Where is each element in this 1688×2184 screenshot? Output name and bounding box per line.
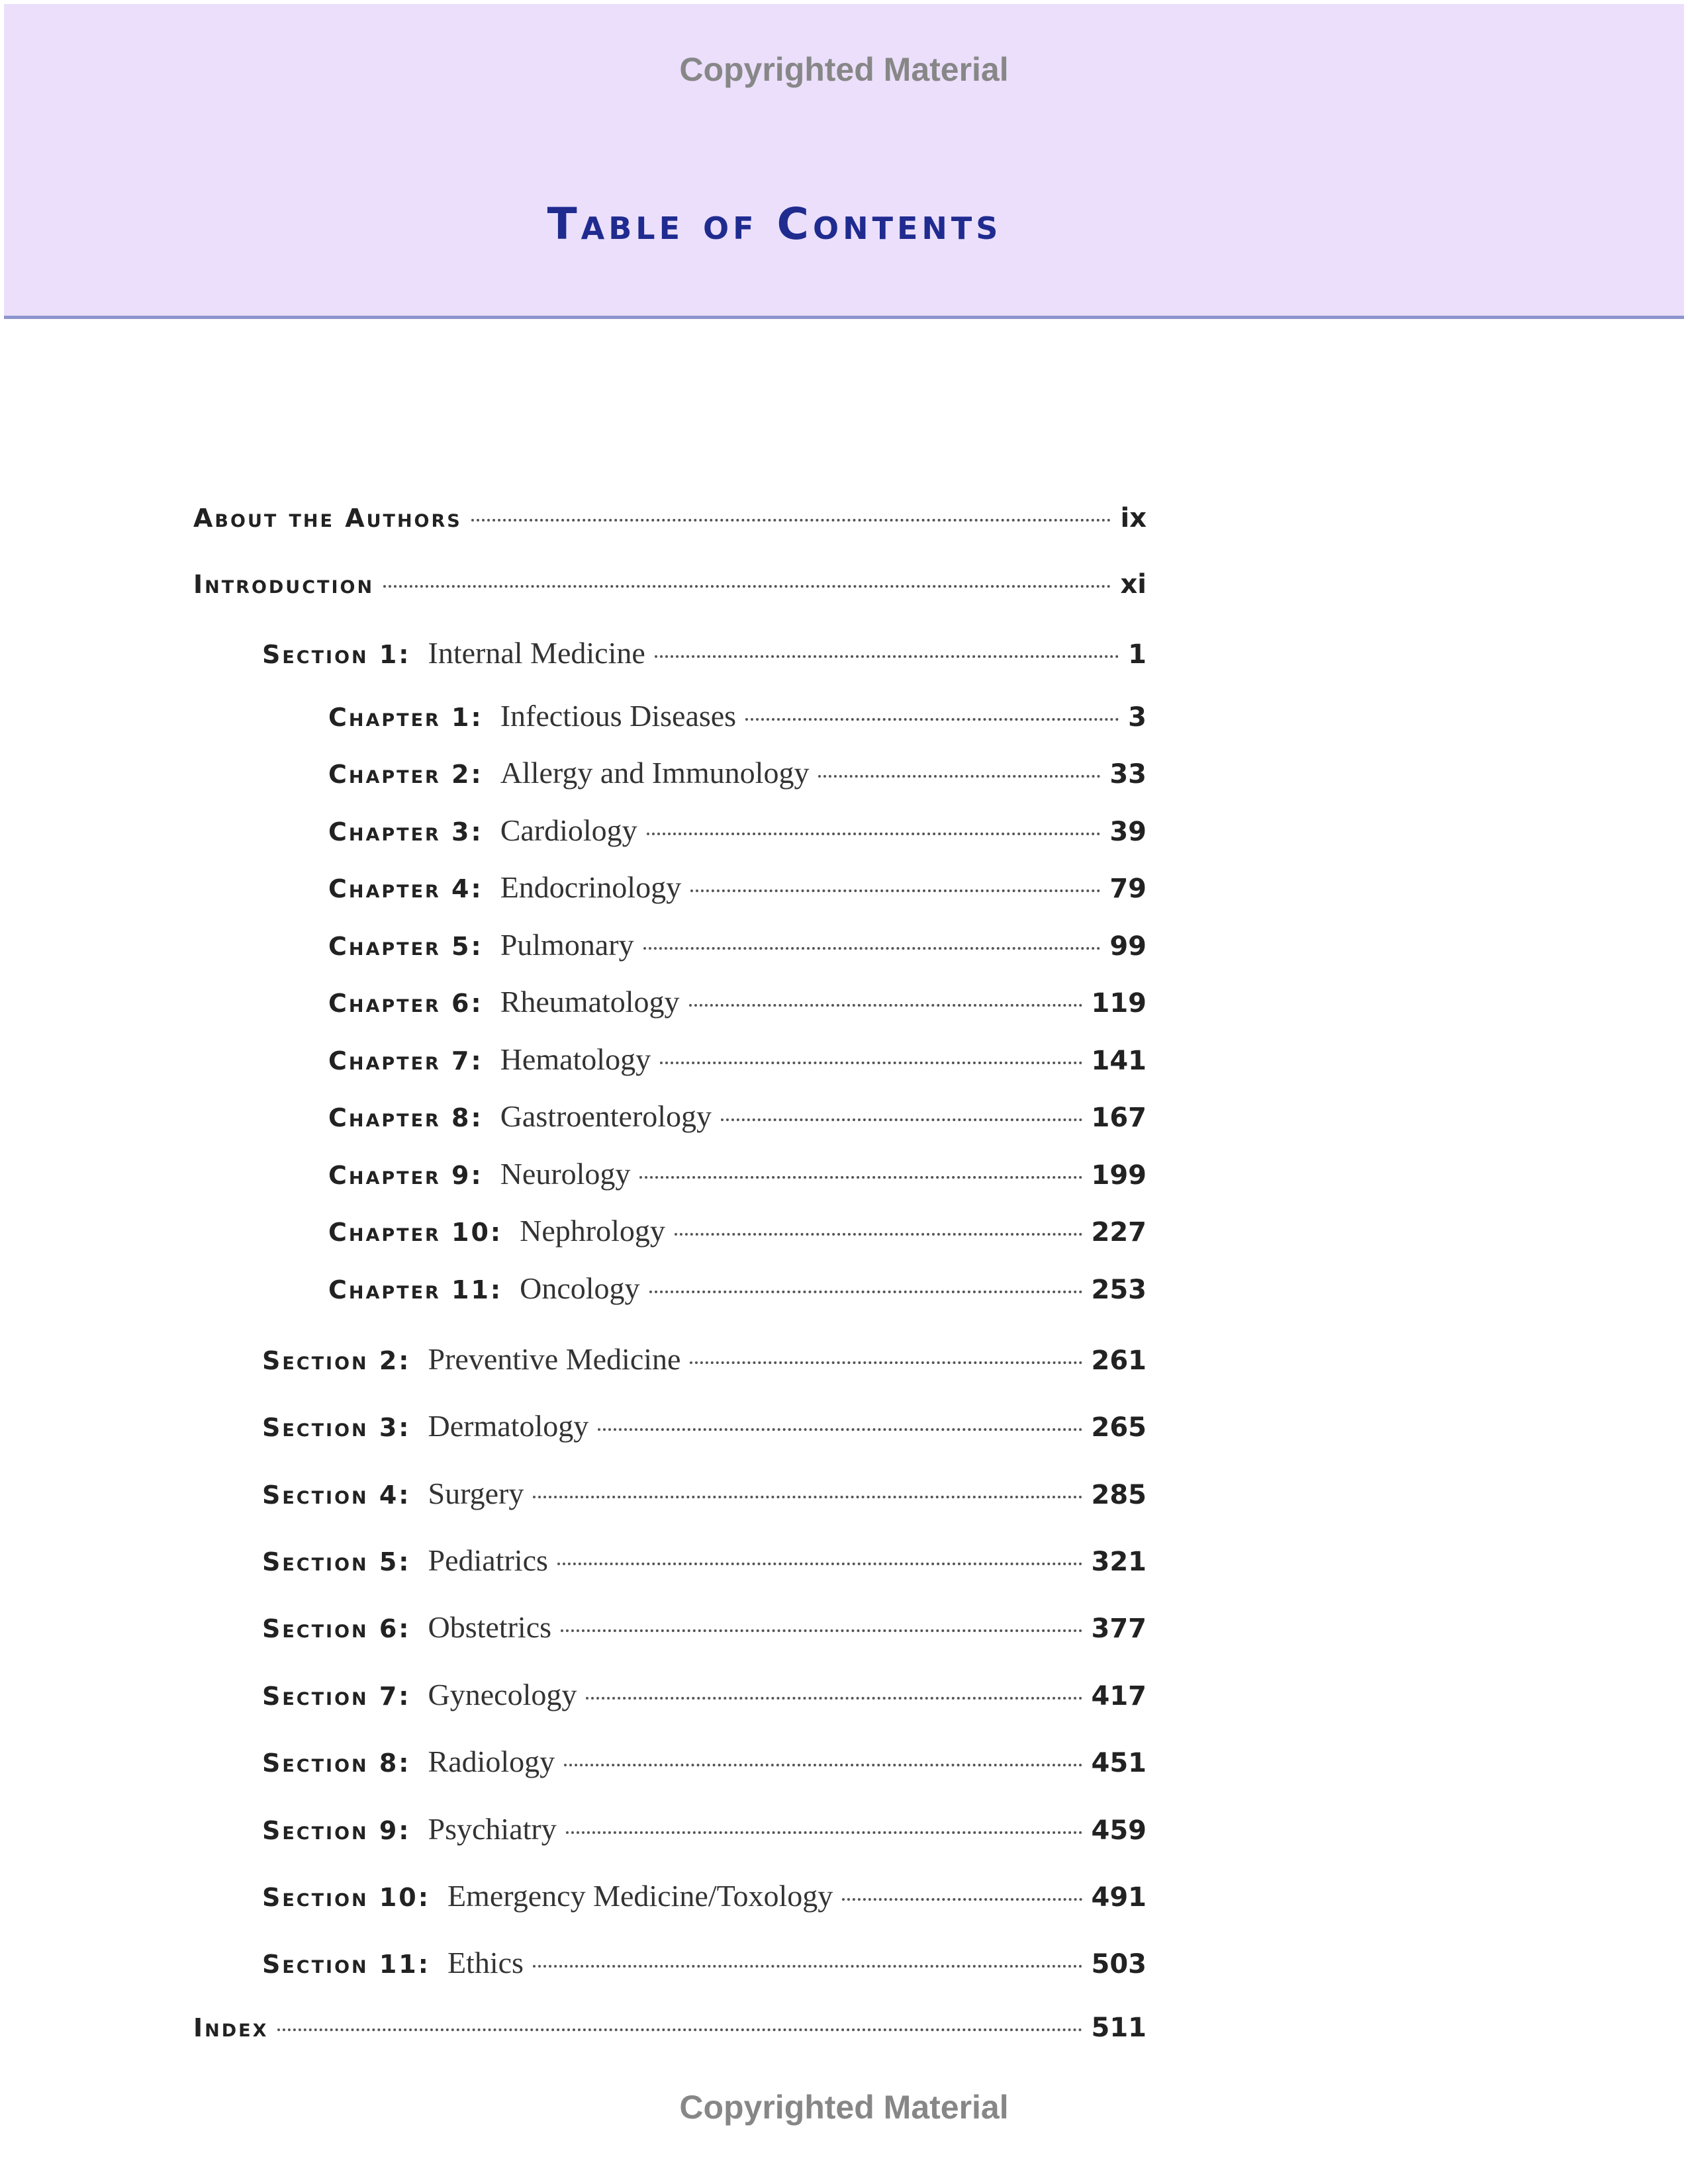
- toc-entry-page-number: 1: [1128, 639, 1147, 670]
- toc-entry[interactable]: [328, 698, 1147, 738]
- toc-entry-kicker: Chapter 11:: [328, 1275, 503, 1304]
- toc-entry[interactable]: [262, 1342, 1147, 1381]
- toc-entry[interactable]: [262, 1744, 1147, 1784]
- dot-leader: [564, 1764, 1082, 1766]
- toc-entry-page-number: 417: [1091, 1681, 1147, 1711]
- toc-entry-page-number: 511: [1091, 2013, 1147, 2043]
- toc-entry-title: Gastroenterology: [500, 1099, 712, 1133]
- toc-entry-title: Radiology: [428, 1745, 555, 1778]
- toc-entry-kicker: Chapter 10:: [328, 1218, 503, 1247]
- dot-leader: [639, 1176, 1082, 1179]
- dot-leader: [566, 1831, 1082, 1834]
- toc-entry-page-number: 253: [1091, 1275, 1147, 1305]
- toc-entry-title: Gynecology: [428, 1678, 577, 1711]
- dot-leader: [745, 718, 1119, 721]
- dot-leader: [598, 1428, 1082, 1431]
- toc-entry-kicker: Section 9:: [262, 1816, 411, 1845]
- toc-entry-kicker: Chapter 8:: [328, 1103, 483, 1132]
- toc-entry-title: Obstetrics: [428, 1610, 552, 1644]
- dot-leader: [586, 1697, 1082, 1700]
- toc-entry-page-number: 99: [1109, 931, 1147, 962]
- toc-entry[interactable]: [328, 1099, 1147, 1138]
- toc-entry-kicker: Section 11:: [262, 1950, 430, 1979]
- toc-entry-kicker: Chapter 4:: [328, 874, 483, 903]
- toc-entry[interactable]: [328, 984, 1147, 1024]
- toc-entry-title: Oncology: [520, 1271, 640, 1305]
- toc-entry-title: Hematology: [500, 1042, 651, 1076]
- copyright-notice-bottom: Copyrighted Material: [679, 2089, 1009, 2126]
- toc-entry-page-number: 491: [1091, 1882, 1147, 1913]
- page-title: Table of Contents: [547, 199, 1002, 250]
- toc-entry-kicker: Chapter 6:: [328, 989, 483, 1018]
- dot-leader: [660, 1062, 1082, 1064]
- toc-entry-kicker: Index: [193, 2013, 269, 2042]
- toc-entry[interactable]: [262, 1878, 1147, 1918]
- toc-entry[interactable]: [262, 1408, 1147, 1448]
- toc-entry-kicker: Section 8:: [262, 1749, 411, 1778]
- toc-entry[interactable]: [328, 1213, 1147, 1253]
- dot-leader: [818, 775, 1100, 778]
- toc-entry-page-number: 119: [1091, 988, 1147, 1019]
- dot-leader: [721, 1118, 1082, 1121]
- toc-entry-kicker: Chapter 7:: [328, 1046, 483, 1075]
- toc-entry-page-number: 285: [1091, 1480, 1147, 1510]
- toc-entry-page-number: 141: [1091, 1046, 1147, 1076]
- toc-entry-kicker: Chapter 2:: [328, 760, 483, 789]
- toc-entry-title: Preventive Medicine: [428, 1342, 681, 1376]
- dot-leader: [561, 1629, 1082, 1632]
- toc-entry-title: Ethics: [447, 1946, 524, 1979]
- copyright-notice-top: Copyrighted Material: [679, 51, 1009, 88]
- toc-entry[interactable]: [262, 1677, 1147, 1717]
- toc-entry-title: Emergency Medicine/Toxology: [447, 1879, 833, 1913]
- toc-entry-title: Endocrinology: [500, 870, 682, 904]
- toc-entry-title: Rheumatology: [500, 985, 680, 1019]
- toc-entry-title: Pediatrics: [428, 1543, 548, 1577]
- toc-entry-title: Dermatology: [428, 1409, 589, 1443]
- dot-leader: [690, 889, 1100, 892]
- toc-entry-title: Nephrology: [520, 1214, 665, 1248]
- toc-entry[interactable]: [328, 813, 1147, 852]
- dot-leader: [675, 1233, 1082, 1236]
- toc-entry-title: Cardiology: [500, 813, 637, 847]
- toc-entry-title: Surgery: [428, 1477, 524, 1510]
- toc-entry-page-number: 451: [1091, 1748, 1147, 1778]
- toc-entry-page-number: 227: [1091, 1217, 1147, 1248]
- toc-entry-title: Neurology: [500, 1157, 631, 1191]
- toc-entry-page-number: 265: [1091, 1412, 1147, 1443]
- toc-entry-page-number: 167: [1091, 1103, 1147, 1133]
- toc-entry[interactable]: [262, 1811, 1147, 1851]
- toc-entry-kicker: Section 6:: [262, 1614, 411, 1643]
- toc-entry-page-number: 377: [1091, 1614, 1147, 1644]
- toc-entry[interactable]: [193, 503, 1147, 543]
- toc-entry[interactable]: [328, 1042, 1147, 1081]
- dot-leader: [533, 1965, 1082, 1968]
- dot-leader: [643, 947, 1101, 950]
- dot-leader: [533, 1496, 1082, 1498]
- dot-leader: [471, 519, 1111, 522]
- toc-entry-kicker: Introduction: [193, 570, 375, 599]
- toc-entry-kicker: About the Authors: [193, 504, 462, 533]
- dot-leader: [557, 1563, 1082, 1565]
- toc-entry[interactable]: [193, 569, 1147, 609]
- toc-entry-title: Infectious Diseases: [500, 699, 737, 733]
- toc-entry[interactable]: [262, 1543, 1147, 1582]
- dot-leader: [690, 1361, 1082, 1364]
- toc-entry-kicker: Section 10:: [262, 1883, 430, 1912]
- toc-entry[interactable]: [262, 1945, 1147, 1985]
- dot-leader: [655, 655, 1119, 658]
- dot-leader: [842, 1898, 1082, 1901]
- toc-entry[interactable]: [328, 870, 1147, 909]
- toc-entry-kicker: Section 5:: [262, 1547, 411, 1576]
- toc-entry-title: Allergy and Immunology: [500, 756, 810, 790]
- toc-entry-title: Internal Medicine: [428, 636, 645, 670]
- toc-entry-page-number: 79: [1109, 874, 1147, 904]
- dot-leader: [689, 1004, 1082, 1007]
- toc-entry-page-number: 321: [1091, 1547, 1147, 1577]
- toc-entry[interactable]: [328, 1271, 1147, 1310]
- toc-entry[interactable]: [193, 2013, 1147, 2052]
- toc-entry-page-number: xi: [1120, 569, 1147, 600]
- toc-entry-page-number: 503: [1091, 1949, 1147, 1979]
- toc-entry-kicker: Section 4:: [262, 1480, 411, 1510]
- toc-entry-kicker: Section 1:: [262, 640, 411, 669]
- toc-entry[interactable]: [262, 1610, 1147, 1649]
- toc-entry[interactable]: [328, 927, 1147, 967]
- toc-entry[interactable]: [262, 1476, 1147, 1516]
- toc-entry-page-number: ix: [1120, 503, 1147, 533]
- toc-entry-title: Pulmonary: [500, 928, 634, 962]
- toc-entry-title: Psychiatry: [428, 1812, 557, 1846]
- toc-entry-kicker: Section 2:: [262, 1346, 411, 1375]
- toc-entry-page-number: 3: [1128, 702, 1147, 733]
- toc-entry[interactable]: [328, 755, 1147, 795]
- toc-entry-kicker: Chapter 1:: [328, 703, 483, 732]
- toc-entry-kicker: Chapter 5:: [328, 932, 483, 961]
- toc-entry-page-number: 199: [1091, 1160, 1147, 1191]
- toc-entry-kicker: Chapter 3:: [328, 817, 483, 846]
- toc-entry-page-number: 33: [1109, 759, 1147, 790]
- toc-entry[interactable]: [262, 635, 1147, 675]
- toc-entry-kicker: Section 3:: [262, 1413, 411, 1442]
- dot-leader: [649, 1291, 1082, 1293]
- toc-entry-kicker: Section 7:: [262, 1682, 411, 1711]
- dot-leader: [277, 2028, 1082, 2031]
- toc-entry-kicker: Chapter 9:: [328, 1161, 483, 1190]
- toc-entry[interactable]: [328, 1156, 1147, 1196]
- toc-entry-page-number: 261: [1091, 1345, 1147, 1376]
- toc-entry-page-number: 39: [1109, 817, 1147, 847]
- dot-leader: [647, 833, 1101, 835]
- toc-entry-page-number: 459: [1091, 1815, 1147, 1846]
- dot-leader: [383, 585, 1111, 588]
